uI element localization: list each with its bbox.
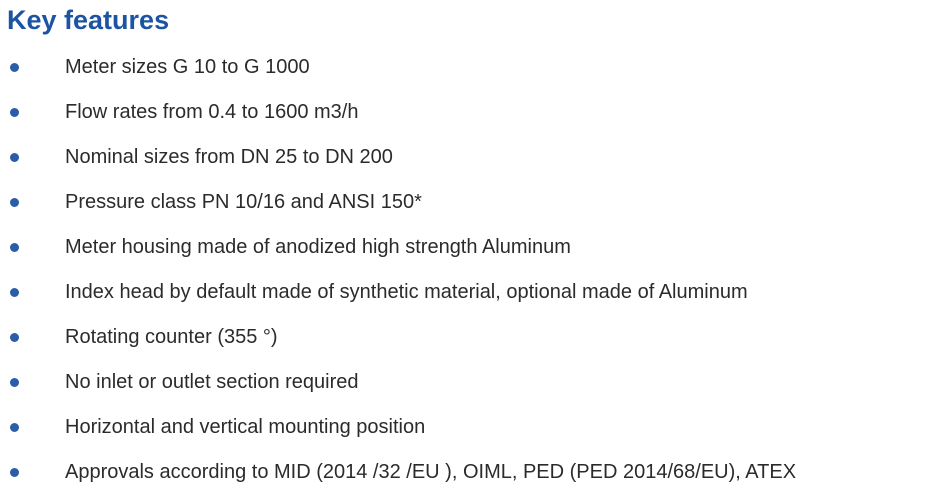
- list-item: [7, 44, 950, 89]
- list-item: [7, 359, 950, 404]
- bullet-icon: [10, 468, 19, 477]
- features-list: [7, 44, 950, 494]
- feature-text: Pressure class PN 10/16 and ANSI 150*: [65, 190, 422, 213]
- section-title: Key features: [7, 5, 170, 35]
- feature-text: Horizontal and vertical mounting position: [65, 415, 426, 438]
- bullet-icon: [10, 63, 19, 72]
- bullet-icon: [10, 153, 19, 162]
- bullet-icon: [10, 108, 19, 117]
- list-item: [7, 404, 950, 449]
- feature-text: No inlet or outlet section required: [65, 370, 359, 393]
- bullet-icon: [10, 378, 19, 387]
- list-item: [7, 314, 950, 359]
- feature-text: Rotating counter (355 °): [65, 325, 278, 348]
- list-item: [7, 179, 950, 224]
- feature-text: Flow rates from 0.4 to 1600 m3/h: [65, 100, 359, 123]
- feature-text: Approvals according to MID (2014 /32 /EU ), OIML, PED (PED 2014/68/EU), ATEX: [65, 460, 797, 483]
- feature-text: Index head by default made of synthetic material, optional made of Aluminum: [65, 280, 748, 303]
- feature-text: Nominal sizes from DN 25 to DN 200: [65, 145, 393, 168]
- list-item: [7, 134, 950, 179]
- list-item: [7, 89, 950, 134]
- feature-text: Meter housing made of anodized high strength Aluminum: [65, 235, 571, 258]
- list-item: [7, 224, 950, 269]
- bullet-icon: [10, 288, 19, 297]
- bullet-icon: [10, 243, 19, 252]
- bullet-icon: [10, 423, 19, 432]
- feature-text: Meter sizes G 10 to G 1000: [65, 55, 310, 78]
- bullet-icon: [10, 198, 19, 207]
- list-item: [7, 449, 950, 494]
- bullet-icon: [10, 333, 19, 342]
- list-item: [7, 269, 950, 314]
